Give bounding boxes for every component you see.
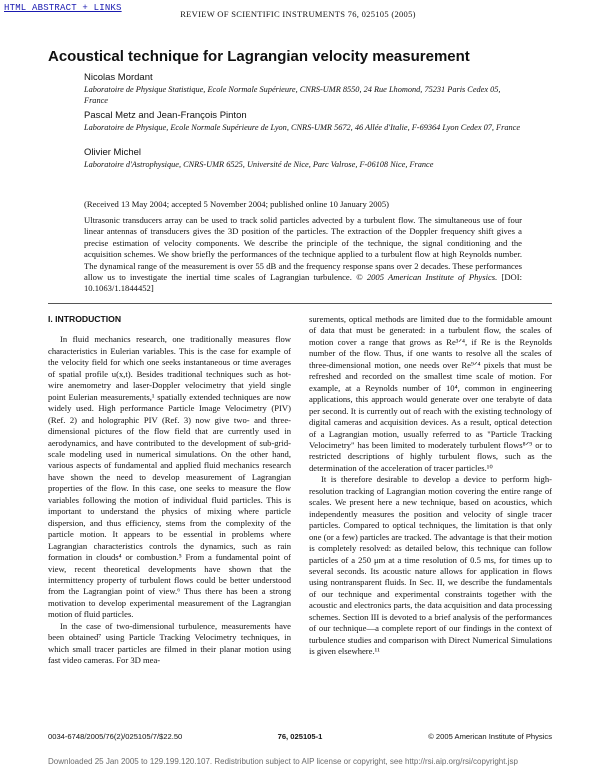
paragraph: surements, optical methods are limited due to the formidable amount of data that must be generated: in a turbulent flow, the scales of motion cover a range that grows as Re³ᐟ⁴, if Re is the Reynolds number of the flow. Thus, if one wants to resolve all the scales of three-dimensional motion, one needs over Re⁹ᐟ⁴ pixels that must be refreshed and recorded on the smallest time scale of motion. For example, at a Reynolds number of 10⁴, common in engineering applications, this approach would generate over one terabyte of data per second. It is currently out of reach with the existing technology of digital cameras and acquisition devices. As a result, optical detection of a Lagrangian motion, usually referred to as "Particle Tracking Velocimetry" has been limited to moderately turbulent flows⁸ᐟ⁹ or to restricted descriptions of highly turbulent flows, such as the determination of the acceleration of tracer particles.¹⁰ (309, 314, 552, 473)
section-divider (48, 303, 552, 304)
doi: [DOI: 10.1063/1.1844452] (84, 272, 523, 294)
download-notice: Downloaded 25 Jan 2005 to 129.199.120.107. Redistribution subject to AIP license or copyright, see http://rsi.aip.org/rsi/copyright.jsp (48, 757, 518, 766)
affiliation-3: Laboratoire d'Astrophysique, CNRS-UMR 6525, Université de Nice, Parc Valrose, F-06108 Nice, France (84, 160, 434, 169)
paragraph: In fluid mechanics research, one traditionally measures flow characteristics in Eulerian variables. This is the case for example of the velocity field for which one seeks instantaneous or time averages of spatial profile u(x,t). Besides traditional techniques such as hot-wire anemometry and laser-Doppler velocimetry that yield single point Eulerian measurements,¹ spatially extended techniques are now widely used. High performance Particle Image Velocimetry (PIV) (Ref. 2) and holographic PIV (Ref. 3) now give two- and three-dimensional pictures of the flow field that are currently used in aerodynamics, and have contributed to the development of sub-grid-scale modeling used in numerical simulations. On the other hand, various aspects of fundamental and applied fluid mechanics research have shown the need to develop measurement of Lagrangian properties of the flow. In this case, one seeks to measure the flow variables following the motion of individual fluid particles. This is important to understand the physics of mixing where particle dispersion, and thus efficiency, stems from the complexity of the particle motion. It appears to be essential in problems where Lagrangian characteristics controls the dynamics, such as rain formation in clouds⁴ or combustion.⁵ From a fundamental point of view, recent theoretical developments have shown that the intermittency property of turbulent flows could be better understood from the Lagrangian point of view.⁶ Thus there has been a strong motivation to develop experimental measurement of the Lagrangian motion of fluid particles. (48, 334, 291, 620)
affiliation-1: Laboratoire de Physique Statistique, Ecole Normale Supérieure, CNRS-UMR 8550, 24 Rue Lhomond, 75231 Paris Cedex 05, France (84, 85, 501, 105)
journal-header: REVIEW OF SCIENTIFIC INSTRUMENTS 76, 025105 (2005) (180, 9, 416, 19)
html-abstract-links[interactable]: HTML ABSTRACT + LINKS (4, 3, 122, 13)
author-1: Nicolas Mordant (84, 72, 153, 83)
left-column (48, 314, 291, 667)
abstract (84, 215, 522, 295)
author-3: Olivier Michel (84, 147, 142, 158)
section-heading: I. INTRODUCTION (48, 314, 122, 324)
paragraph: It is therefore desirable to develop a device to perform high-resolution tracking of Lagrangian motion covering the entire range of scales. We present here a new technique, based on acoustics, which independently measures the position and velocity of single tracer particles. Compared to optical techniques, the limitation is that only one (or a few) particles are tracked. The advantage is that their motion is completely resolved: as detailed below, this technique can follow particles of a 250 μm at a time resolution of 0.5 ms, for times up to several seconds. Its acoustic nature allows for application in flows using nontransparent fluids. In Sec. II, we describe the fundamentals of our technique and experimental constraints together with the acoustic and electronics parts, the data acquisition and data processing schemes. Section III is devoted to a brief analysis of the performances of our technique—a complete report of our findings in the context of turbulence studies and comparison with Direct Numerical Simulations is given elsewhere.¹¹ (309, 474, 552, 657)
paper-title: Acoustical technique for Lagrangian velocity measurement (48, 48, 470, 65)
paragraph: In the case of two-dimensional turbulence, measurements have been obtained⁷ using Particle Tracking Velocimetry techniques, in which small tracer particles are filmed in their planar motion using fast video cameras. For 3D mea- (48, 620, 291, 666)
author-2: Pascal Metz and Jean-François Pinton (84, 110, 247, 121)
abstract-copyright: © 2005 American Institute of Physics. (356, 272, 498, 283)
footer-page: 76, 025105-1 (277, 732, 323, 741)
received-dates: (Received 13 May 2004; accepted 5 November 2004; published online 10 January 2005) (84, 199, 389, 209)
affiliation-2: Laboratoire de Physique, Ecole Normale Supérieure de Lyon, CNRS-UMR 5672, 46 Allée d'Italie, F-69364 Lyon Cedex 07, France (84, 123, 521, 132)
abstract-text: Ultrasonic transducers array can be used to track solid particles advected by a turbulent flow. The simultaneous use of four linear antennas of transducers gives the 3D position of the particles. The extraction of the Doppler frequency shift gives a precise estimation of velocity components. We describe the principle of the technique, the signal conditioning and the acquisition schemes. We show briefly the performances of the technique applied to a turbulent flow at high Reynolds number. The dynamical range of the measurement is over 55 dB and the frequency response spans over 2 decades. These performances allow us to investigate the inertial time scales of Lagrangian turbulence. (84, 215, 522, 283)
footer-issn: 0034-6748/2005/76(2)/025105/7/$22.50 (48, 732, 183, 741)
footer-copyright: © 2005 American Institute of Physics (428, 732, 552, 741)
right-column (309, 314, 552, 658)
